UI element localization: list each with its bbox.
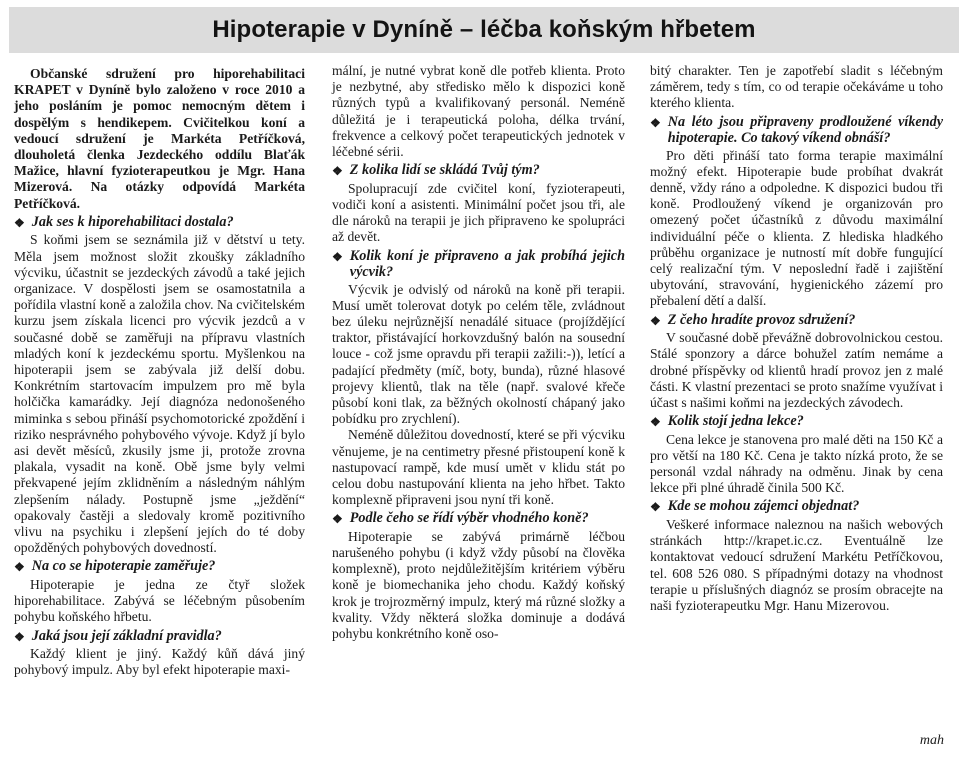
column-2 xyxy=(332,63,625,642)
question-heading: ❖ Jaká jsou její základní pravidla? xyxy=(14,627,222,644)
diamond-bullet-icon: ❖ xyxy=(650,115,661,130)
diamond-bullet-icon: ❖ xyxy=(650,500,661,515)
answer-paragraph: Veškeré informace naleznou na našich webových stránkách http://krapet.ic.cz. Eventuálně lze kontaktovat vedoucí sdružení Markétu Petříčkovou, tel. 608 526 080. S případnými dotazy na vhodnost terapie u příslušných diagnóz se prosím obracejte na naši fyzioterapeutku Mgr. Hanu Mizerovou. xyxy=(650,516,943,613)
intro-paragraph: Občanské sdružení pro hiporehabilitaci KRAPET v Dyníně bylo založeno v roce 2010 a jeho posláním je pomoc nemocným dětem i dospělým s hendikepem. Cvičitelkou koní a vedoucí sdružení je Markéta Petříčková, dlouholetá členka Jezdeckého oddílu Blaťák Mažice, hlavní fyzioterapeutkou je Mgr. Hana Mizerová. Na otázky odpovídá Markéta Petříčková. xyxy=(14,66,305,211)
question-heading: ❖ Na léto jsou připraveny prodloužené víkendy hipoterapie. Co takový víkend obnáší? xyxy=(650,113,943,147)
diamond-bullet-icon: ❖ xyxy=(14,560,25,575)
answer-paragraph: Hipoterapie se zabývá primárně léčbou narušeného pohybu (i když vždy působí na člověka komplexně), proto nejdůležitějším kritériem výběru koně je biomechanika jeho chodu. Každý koňský krok je trojrozměrný impulz, který má různé složky a kvality. Vždy některá složka dominuje a dodává pohybu konkrétního koně oso- xyxy=(332,528,625,642)
diamond-bullet-icon: ❖ xyxy=(650,313,661,328)
question-heading: ❖ Podle čeho se řídí výběr vhodného koně? xyxy=(332,510,589,527)
answer-paragraph: Výcvik je odvislý od nároků na koně při terapii. Musí umět tolerovat dotyk po celém těle, zvládnout bez úleku nejrůznější nenadálé situace (projíždějící traktor, přistávající horkovzdušný balón na sousední louce - což jsme opravdu při terapii zažili:-)), letící a padající předměty (míč, boty, bunda), různé hlasové projevy klientů, tlak na těle (např. svalové křeče působí koni tlak, za běžných okolností chápaný jako pobídku pro zrychlení). xyxy=(332,281,625,427)
answer-paragraph: Spolupracují zde cvičitel koní, fyzioterapeuti, vodiči koní a asistenti. Minimální počet jsou tři, ale dle nároků na terapii je jich připraveno ke spolupráci až devět. xyxy=(332,180,625,245)
column-3 xyxy=(650,63,943,614)
column-1 xyxy=(14,66,305,678)
answer-paragraph: S koňmi jsem se seznámila již v dětství u tety. Měla jsem možnost složit zkoušky základního výcviku, účastnit se jezdeckých závodů a také jejich organizace. V dospělosti jsem se osamostatnila a pořídila vlastní koně a založila chov. Na cvičitelském kurzu jsem získala licenci pro výcvik jezdců a v současné době se zaměřuji na přípravu vlastních mladých koní k jezdeckému sportu. Myšlenkou na hipoterapii jsem se zabývala již delší dobu. Konkrétním startovacím impulzem pro mě byla holčička kamarádky. Její diagnóza nedonošeného miminka s sebou přináší psychomotorické zpoždění i riziko nesprávného pohybového vývoje. Když jí bylo asi devět měsíců, zkusily jsme ji, protože zrovna plakala, vysadit na koně. Obě jsme byly velmi překvapené jejím zklidněním a následným náhlým zlepšením nálady. Postupně jsme „ježdění“ opakovaly častěji a sledovaly kromě pozitivního vlivu na psychiku i zlepšení jejích do té doby opožděných pohybových dovedností. xyxy=(14,232,305,556)
answer-paragraph: Hipoterapie je jedna ze čtyř složek hiporehabilitace. Zabývá se léčebným působením pohybu koňského hřbetu. xyxy=(14,576,305,625)
diamond-bullet-icon: ❖ xyxy=(332,164,343,179)
answer-paragraph: Neméně důležitou dovedností, které se při výcviku věnujeme, je na centimetry přesné přistoupení koně k nastupovací rampě, kde musí umět v klidu stát po celou dobu nastupování klienta na jeho hřbet. Takto komplexně připraveni jsou nyní tři koně. xyxy=(332,427,625,508)
answer-continuation: bitý charakter. Ten je zapotřebí sladit s léčebným záměrem, tedy s tím, co od terapie očekáváme u toho kterého klienta. xyxy=(650,63,943,111)
question-heading: ❖ Z čeho hradíte provoz sdružení? xyxy=(650,311,856,328)
answer-continuation: mální, je nutné vybrat koně dle potřeb klienta. Proto je nezbytné, aby středisko mělo k dispozici koně různých typů a kvalifikovaný personál. Neméně důležitá je i terapeutická poloha, délka trvání, frekvence a celkový počet terapeutických jednotek v léčebné sérii. xyxy=(332,63,625,160)
question-heading: ❖ Na co se hipoterapie zaměřuje? xyxy=(14,558,216,575)
diamond-bullet-icon: ❖ xyxy=(332,512,343,527)
answer-paragraph: Pro děti přináší tato forma terapie maximální možný efekt. Hipoterapie bude probíhat dvakrát denně, vždy ráno a odpoledne. K dispozici budou tři koně. Prodloužený víkend je organizován pro omezený počet účastníků z důvodu maximální individuální péče o klienta. Z hlediska hladkého průběhu organizace je nutností mít dobře fungující celý realizační tým. V neposlední řadě i zajištění ubytování, stravování, hygienického zázemí pro přebalení dětí a další. xyxy=(650,147,943,309)
question-heading: ❖ Kde se mohou zájemci objednat? xyxy=(650,498,860,515)
diamond-bullet-icon: ❖ xyxy=(14,215,25,230)
answer-paragraph: Cena lekce je stanovena pro malé děti na 150 Kč a pro větší na 180 Kč. Cena je takto nízká proto, že se personál vzdal náhrady na odměnu. Jinak by cena lekce při plné úhradě činila 500 Kč. xyxy=(650,431,943,496)
diamond-bullet-icon: ❖ xyxy=(14,629,25,644)
answer-paragraph: Každý klient je jiný. Každý kůň dává jiný pohybový impulz. Aby byl efekt hipoterapie maxi- xyxy=(14,646,305,678)
question-heading: ❖ Kolik koní je připraveno a jak probíhá jejich výcvik? xyxy=(332,247,625,281)
question-heading: ❖ Kolik stojí jedna lekce? xyxy=(650,413,804,430)
answer-paragraph: V současné době převážně dobrovolnickou cestou. Stálé sponzory a dárce bohužel zatím nemáme a drobné příspěvky od klientů hradí provoz jen z malé části. K vlastní prezentaci se proto snažíme využívat i účast s našimi koňmi na jezdeckých závodech. xyxy=(650,330,943,410)
question-heading: ❖ Z kolika lidí se skládá Tvůj tým? xyxy=(332,162,540,179)
diamond-bullet-icon: ❖ xyxy=(332,249,343,264)
author-signature: mah xyxy=(919,733,944,748)
question-heading: ❖ Jak ses k hiporehabilitaci dostala? xyxy=(14,213,234,230)
diamond-bullet-icon: ❖ xyxy=(650,415,661,430)
title-bar xyxy=(9,7,959,53)
page-title: Hipoterapie v Dyníně – léčba koňským hřbetem xyxy=(212,16,756,43)
